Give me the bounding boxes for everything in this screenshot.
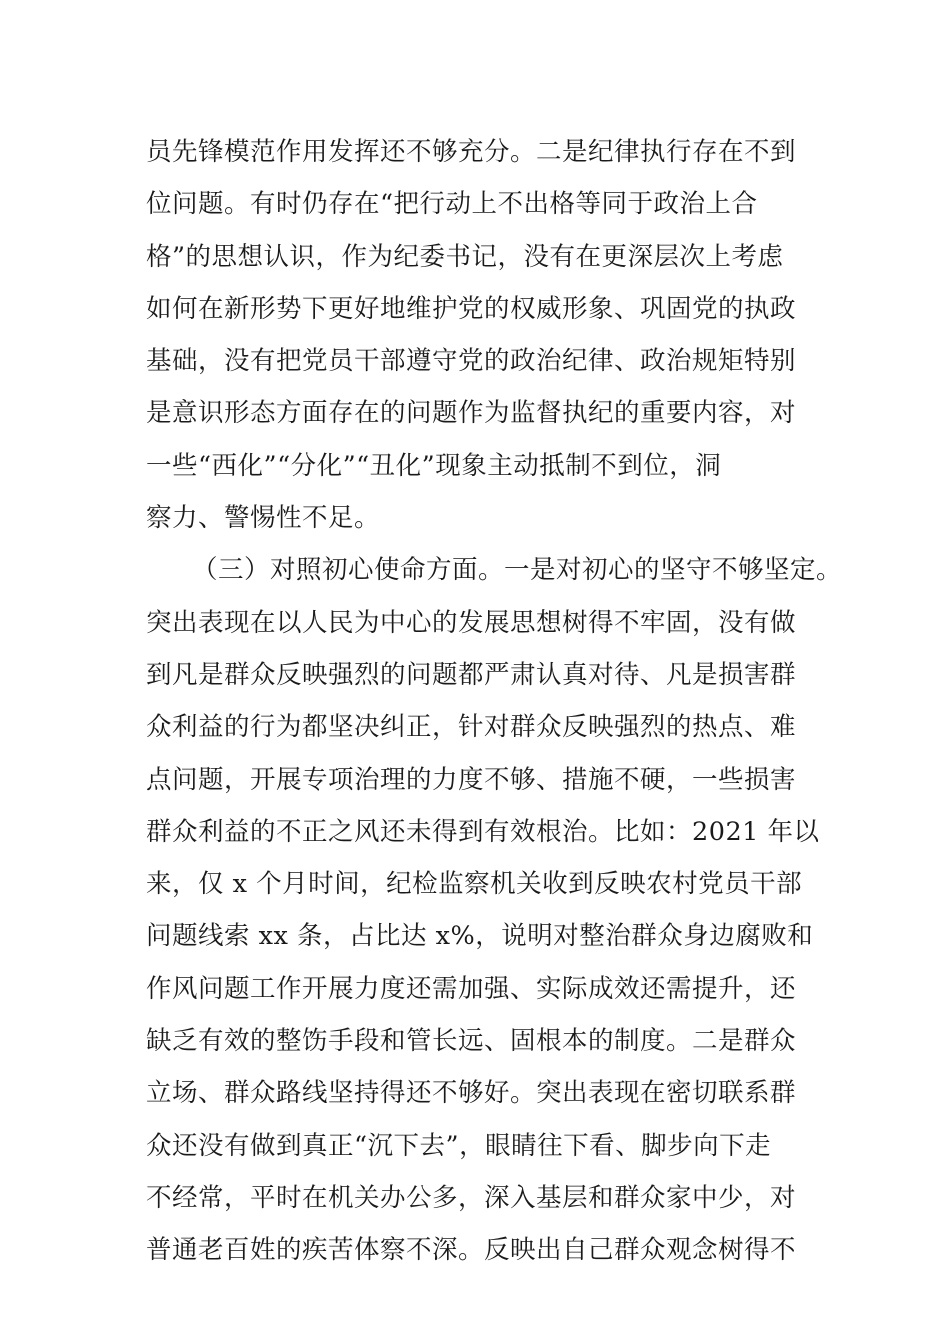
section-heading-line: （三）对照初心使命方面。一是对初心的坚守不够坚定。	[192, 555, 843, 586]
text-line: 众还没有做到真正“沉下去”，眼睛往下看、脚步向下走	[146, 1130, 772, 1161]
body-text	[146, 126, 843, 1277]
text-line: 察力、警惕性不足。	[146, 503, 381, 534]
text-line: 是意识形态方面存在的问题作为监督执纪的重要内容，对	[146, 398, 797, 429]
text-line: 员先锋模范作用发挥还不够充分。二是纪律执行存在不到	[146, 137, 797, 167]
text-line: 群众利益的不正之风还未得到有效根治。比如：2021 年以	[146, 816, 820, 847]
text-line: 格”的思想认识，作为纪委书记，没有在更深层次上考虑	[146, 241, 784, 272]
text-line: 普通老百姓的疾苦体察不深。反映出自己群众观念树得不	[146, 1235, 797, 1266]
text-line: 缺乏有效的整饬手段和管长远、固根本的制度。二是群众	[146, 1026, 797, 1057]
text-line: 突出表现在以人民为中心的发展思想树得不牢固，没有做	[146, 607, 797, 638]
text-line: 来，仅 x 个月时间，纪检监察机关收到反映农村党员干部	[146, 869, 803, 900]
text-line: 基础，没有把党员干部遵守党的政治纪律、政治规矩特别	[146, 346, 797, 377]
text-line: 点问题，开展专项治理的力度不够、措施不硬，一些损害	[146, 764, 797, 795]
text-line: 到凡是群众反映强烈的问题都严肃认真对待、凡是损害群	[146, 659, 797, 690]
text-line: 不经常，平时在机关办公多，深入基层和群众家中少，对	[146, 1182, 797, 1213]
text-line: 问题线索 xx 条，占比达 x%，说明对整治群众身边腐败和	[146, 921, 814, 952]
text-line: 立场、群众路线坚持得还不够好。突出表现在密切联系群	[146, 1078, 797, 1109]
text-line: 众利益的行为都坚决纠正，针对群众反映强烈的热点、难	[146, 712, 797, 743]
text-line: 如何在新形势下更好地维护党的权威形象、巩固党的执政	[146, 293, 797, 324]
text-line: 作风问题工作开展力度还需加强、实际成效还需提升，还	[146, 973, 797, 1004]
text-line: 位问题。有时仍存在“把行动上不出格等同于政治上合	[146, 189, 758, 220]
text-line: 一些“西化”“分化”“丑化”现象主动抵制不到位，洞	[146, 450, 722, 481]
